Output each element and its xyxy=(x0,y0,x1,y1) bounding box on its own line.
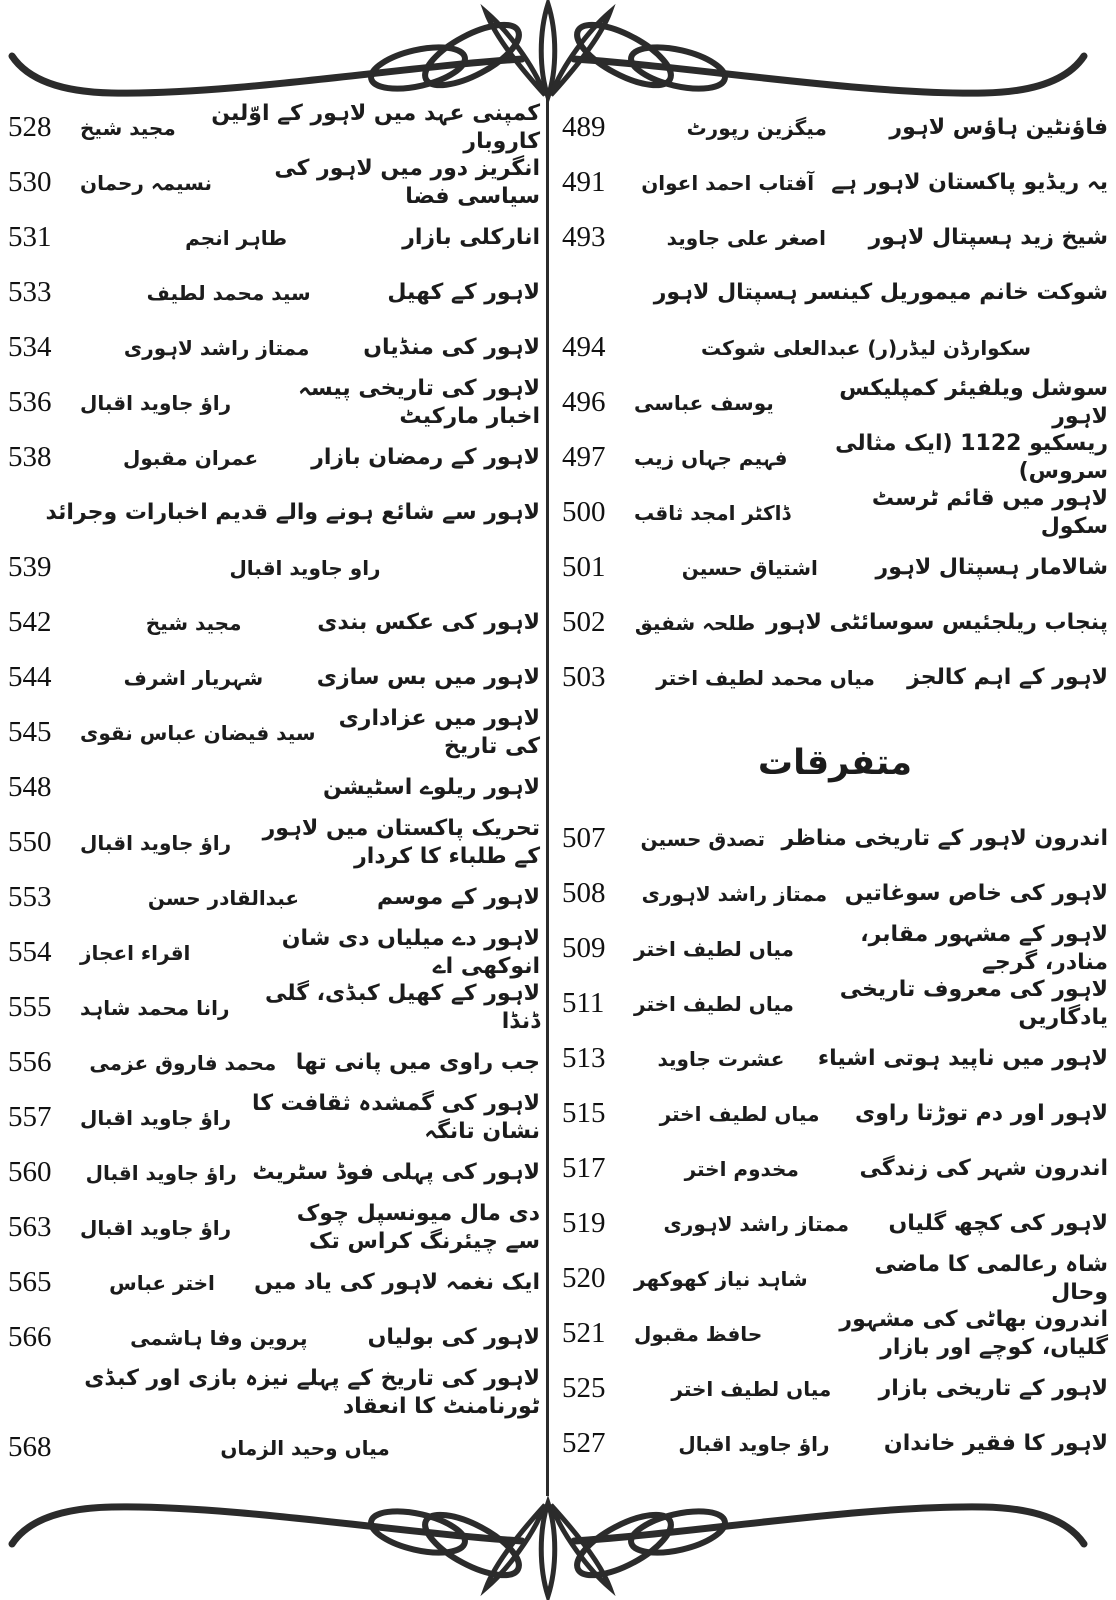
entry-title: شیخ زید ہسپتال لاہور xyxy=(868,224,1108,250)
entry-author: میاں محمد لطیف اختر xyxy=(656,665,875,690)
entry-title: اندرون شہر کی زندگی xyxy=(859,1155,1108,1181)
entry-page-number: 527 xyxy=(562,1427,606,1459)
entry-author: میاں وحید الزماں xyxy=(220,1435,390,1460)
entry-page-number: 493 xyxy=(562,221,606,253)
entry-title: لاہور کی خاص سوغاتیں xyxy=(844,880,1108,906)
toc-entry xyxy=(562,1086,1108,1141)
toc-entry xyxy=(562,155,1108,210)
entry-author: سید محمد لطیف xyxy=(146,280,311,305)
toc-entry xyxy=(562,976,1108,1031)
toc-entry xyxy=(8,980,540,1035)
toc-entry xyxy=(8,485,540,540)
entry-page-number: 497 xyxy=(562,441,606,473)
toc-entry xyxy=(8,1035,540,1090)
entry-title: لاہور کے اہم کالجز xyxy=(907,664,1108,690)
entry-author: میاں لطیف اختر xyxy=(671,1376,832,1401)
entry-author: اصغر علی جاوید xyxy=(666,225,826,250)
toc-entry xyxy=(562,811,1108,866)
entry-page-number: 536 xyxy=(8,386,52,418)
entry-title: لاہور کے موسم xyxy=(376,884,540,910)
toc-entry xyxy=(8,1090,540,1145)
entry-page-number: 542 xyxy=(8,606,52,638)
entry-page-number: 511 xyxy=(562,987,605,1019)
entry-page-number: 545 xyxy=(8,716,52,748)
entry-page-number: 525 xyxy=(562,1372,606,1404)
entry-author: شاہد نیاز کھوکھر xyxy=(634,1266,808,1291)
entry-page-number: 513 xyxy=(562,1042,606,1074)
entry-page-number: 555 xyxy=(8,991,52,1023)
entry-author: طلحہ شفیق xyxy=(634,610,756,635)
toc-entry xyxy=(8,265,540,320)
entry-title: لاہور کی گمشدہ ثقافت کا نشان تانگہ xyxy=(251,1091,540,1144)
entry-title: لاہور کا فقیر خاندان xyxy=(883,1430,1108,1456)
toc-entry xyxy=(8,210,540,265)
entry-page-number: 565 xyxy=(8,1266,52,1298)
toc-entry xyxy=(562,1251,1108,1306)
toc-entry xyxy=(562,921,1108,976)
bottom-flourish-ornament-icon xyxy=(0,1492,1116,1600)
toc-entry xyxy=(8,595,540,650)
entry-author: محمد فاروق عزمی xyxy=(89,1050,277,1075)
entry-title: لاہور میں ناپید ہوتی اشیاء xyxy=(817,1045,1108,1071)
entry-author: پروین وفا ہاشمی xyxy=(130,1325,308,1350)
toc-entry xyxy=(8,1420,540,1475)
entry-title: سوشل ویلفیئر کمپلیکس لاہور xyxy=(839,376,1108,429)
toc-entry xyxy=(562,595,1108,650)
toc-entry xyxy=(562,265,1108,320)
toc-entry xyxy=(562,320,1108,375)
entry-title: یہ ریڈیو پاکستان لاہور ہے xyxy=(831,169,1108,195)
entry-author: اختر عباس xyxy=(109,1270,215,1295)
entry-author: ممتاز راشد لاہوری xyxy=(123,335,310,360)
entry-author: ڈاکٹر امجد ثاقب xyxy=(634,500,791,525)
entry-author: میگزین رپورٹ xyxy=(686,115,827,140)
toc-entry xyxy=(562,375,1108,430)
toc-entry xyxy=(562,430,1108,485)
entry-page-number: 538 xyxy=(8,441,52,473)
entry-title: لاہور میں عزاداری کی تاریخ xyxy=(338,706,540,759)
entry-title: ریسکیو 1122 (ایک مثالی سروس) xyxy=(835,431,1108,484)
entry-author: راؤ جاوید اقبال xyxy=(80,1215,232,1240)
entry-author: عمران مقبول xyxy=(122,445,259,470)
entry-author: میاں لطیف اختر xyxy=(634,936,794,961)
toc-entry xyxy=(562,540,1108,595)
entry-page-number: 566 xyxy=(8,1321,52,1353)
entry-author: میاں لطیف اختر xyxy=(634,991,794,1016)
entry-title: انگریز دور میں لاہور کی سیاسی فضا xyxy=(274,156,540,209)
entry-author: سید فیضان عباس نقوی xyxy=(80,720,316,745)
entry-author: شہریار اشرف xyxy=(123,665,264,690)
entry-author: عشرت جاوید xyxy=(657,1046,785,1071)
entry-title: لاہور ریلوے اسٹیشن xyxy=(323,774,540,800)
entry-page-number: 557 xyxy=(8,1101,52,1133)
column-divider xyxy=(546,96,549,1496)
toc-entry xyxy=(562,1141,1108,1196)
entry-page-number: 520 xyxy=(562,1262,606,1294)
entry-author: ممتاز راشد لاہوری xyxy=(663,1211,849,1236)
entry-page-number: 508 xyxy=(562,877,606,909)
entry-author: مجید شیخ xyxy=(80,115,176,140)
entry-title: شوکت خانم میموریل کینسر ہسپتال لاہور xyxy=(653,279,1108,305)
toc-entry xyxy=(8,320,540,375)
entry-title: لاہور کے کھیل xyxy=(387,279,540,305)
toc-entry xyxy=(562,210,1108,265)
entry-page-number: 563 xyxy=(8,1211,52,1243)
entry-title: لاہور کے مشہور مقابر، منادر، گرجے xyxy=(860,922,1108,975)
entry-page-number: 501 xyxy=(562,551,606,583)
entry-title: لاہور کے کھیل کبڈی، گلی ڈنڈا xyxy=(264,981,540,1034)
entry-page-number: 500 xyxy=(562,496,606,528)
entry-page-number: 528 xyxy=(8,111,52,143)
entry-author: ممتاز راشد لاہوری xyxy=(641,881,828,906)
entry-page-number: 556 xyxy=(8,1046,52,1078)
entry-page-number: 530 xyxy=(8,166,52,198)
entry-title: لاہور اور دم توڑتا راوی xyxy=(855,1100,1108,1126)
toc-entry xyxy=(562,650,1108,705)
toc-entry xyxy=(8,540,540,595)
entry-page-number: 507 xyxy=(562,822,606,854)
entry-author: یوسف عباسی xyxy=(634,390,774,415)
entry-title: لاہور کی پہلی فوڈ سٹریٹ xyxy=(252,1159,540,1185)
entry-author: نسیمہ رحمان xyxy=(80,170,213,195)
toc-entry xyxy=(8,705,540,760)
entry-author: میاں لطیف اختر xyxy=(659,1101,820,1126)
entry-author: فہیم جہاں زیب xyxy=(634,445,788,470)
toc-entry xyxy=(8,760,540,815)
entry-page-number: 554 xyxy=(8,936,52,968)
entry-page-number: 519 xyxy=(562,1207,606,1239)
section-heading: متفرقات xyxy=(757,743,913,783)
entry-title: لاہور کی کچھ گلیاں xyxy=(888,1210,1108,1236)
entry-page-number: 489 xyxy=(562,111,606,143)
entry-title: انارکلی بازار xyxy=(402,224,540,250)
entry-author: راؤ جاوید اقبال xyxy=(85,1160,237,1185)
entry-author: مجید شیخ xyxy=(145,610,242,635)
top-flourish-ornament-icon xyxy=(0,0,1116,108)
entry-title: اندرون لاہور کے تاریخی مناظر xyxy=(781,825,1108,851)
entry-title: پنجاب ریلجئیس سوسائٹی لاہور xyxy=(766,609,1108,635)
entry-page-number: 539 xyxy=(8,551,52,583)
entry-title: لاہور سے شائع ہونے والے قدیم اخبارات وجرائد xyxy=(45,499,540,525)
entry-title: لاہور کی منڈیاں xyxy=(363,334,540,360)
toc-entry xyxy=(562,100,1108,155)
toc-entry xyxy=(8,870,540,925)
entry-author: تصدق حسین xyxy=(640,826,766,851)
toc-entry xyxy=(8,155,540,210)
toc-entry xyxy=(8,100,540,155)
entry-page-number: 531 xyxy=(8,221,52,253)
entry-author: آفتاب احمد اعوان xyxy=(641,170,815,195)
entry-author: طاہر انجم xyxy=(185,225,288,250)
toc-entry xyxy=(562,485,1108,540)
entry-title: کمپنی عہد میں لاہور کے اوّلین کاروبار xyxy=(211,101,540,154)
entry-author: راؤ جاوید اقبال xyxy=(80,830,232,855)
entry-page-number: 553 xyxy=(8,881,52,913)
entry-title: لاہور میں قائم ٹرسٹ سکول xyxy=(871,486,1108,539)
entry-title: لاہور کی عکس بندی xyxy=(317,609,540,635)
entry-page-number: 568 xyxy=(8,1431,52,1463)
entry-page-number: 521 xyxy=(562,1317,606,1349)
entry-page-number: 548 xyxy=(8,771,52,803)
entry-title: لاہور میں بس سازی xyxy=(316,664,540,690)
entry-title: فاؤنٹین ہاؤس لاہور xyxy=(889,114,1108,140)
entry-title: لاہور کے رمضان بازار xyxy=(311,444,540,470)
entry-page-number: 491 xyxy=(562,166,606,198)
entry-page-number: 544 xyxy=(8,661,52,693)
entry-title: لاہور کی تاریخ کے پہلے نیزہ بازی اور کبڈی ٹورنامنٹ کا انعقاد xyxy=(84,1366,540,1419)
entry-author: حافظ مقبول xyxy=(634,1321,763,1346)
toc-entry xyxy=(8,1200,540,1255)
toc-entry xyxy=(8,925,540,980)
entry-page-number: 550 xyxy=(8,826,52,858)
entry-author: مخدوم اختر xyxy=(684,1156,799,1181)
entry-title: لاہور کی بولیاں xyxy=(367,1324,540,1350)
toc-entry xyxy=(562,1361,1108,1416)
toc-entry xyxy=(8,1145,540,1200)
entry-title: لاہور کے تاریخی بازار xyxy=(878,1375,1108,1401)
entry-title: لاہور کی تاریخی پیسہ اخبار مارکیٹ xyxy=(298,376,540,429)
entry-title: دی مال میونسپل چوک سے چیئرنگ کراس تک xyxy=(296,1201,540,1254)
entry-page-number: 503 xyxy=(562,661,606,693)
entry-author: رانا محمد شاہد xyxy=(80,995,230,1020)
toc-entry xyxy=(562,1196,1108,1251)
entry-page-number: 502 xyxy=(562,606,606,638)
toc-entry xyxy=(8,1255,540,1310)
entry-author: راؤ جاوید اقبال xyxy=(80,390,232,415)
toc-entry xyxy=(8,430,540,485)
entry-title: شالامار ہسپتال لاہور xyxy=(875,554,1108,580)
entry-page-number: 560 xyxy=(8,1156,52,1188)
toc-entry xyxy=(8,1365,540,1420)
toc-entry xyxy=(562,866,1108,921)
entry-title: تحریک پاکستان میں لاہور کے طلباء کا کردار xyxy=(262,816,540,869)
entry-page-number: 533 xyxy=(8,276,52,308)
entry-page-number: 534 xyxy=(8,331,52,363)
toc-entry xyxy=(8,375,540,430)
toc-entry xyxy=(8,815,540,870)
toc-entry xyxy=(8,1310,540,1365)
column-left xyxy=(8,100,540,1475)
entry-author: اشتیاق حسین xyxy=(681,555,818,580)
toc-entry xyxy=(8,650,540,705)
entry-author: عبدالقادر حسن xyxy=(147,885,300,910)
column-right xyxy=(562,100,1108,1471)
toc-entry xyxy=(562,1306,1108,1361)
toc-entry xyxy=(562,1416,1108,1471)
toc-entry xyxy=(562,1031,1108,1086)
entry-page-number: 509 xyxy=(562,932,606,964)
entry-author: راؤ جاوید اقبال xyxy=(678,1431,830,1456)
entry-title: جب راوی میں پانی تھا xyxy=(295,1049,540,1075)
entry-page-number: 496 xyxy=(562,386,606,418)
entry-author: راو جاوید اقبال xyxy=(229,555,381,580)
entry-author: سکوارڈن لیڈر(ر) عبدالعلی شوکت xyxy=(700,335,1032,360)
entry-title: ایک نغمہ لاہور کی یاد میں xyxy=(254,1269,540,1295)
entry-page-number: 494 xyxy=(562,331,606,363)
entry-title: لاہور دے میلیاں دی شان انوکھی اے xyxy=(281,926,540,979)
entry-page-number: 515 xyxy=(562,1097,606,1129)
entry-title: شاہ رعالمی کا ماضی وحال xyxy=(874,1252,1108,1305)
entry-author: راؤ جاوید اقبال xyxy=(80,1105,232,1130)
entry-author: اقراء اعجاز xyxy=(80,940,191,965)
entry-page-number: 517 xyxy=(562,1152,606,1184)
entry-title: لاہور کی معروف تاریخی یادگاریں xyxy=(839,977,1108,1030)
entry-title: اندرون بھاٹی کی مشہور گلیاں، کوچے اور بازار xyxy=(839,1307,1108,1360)
